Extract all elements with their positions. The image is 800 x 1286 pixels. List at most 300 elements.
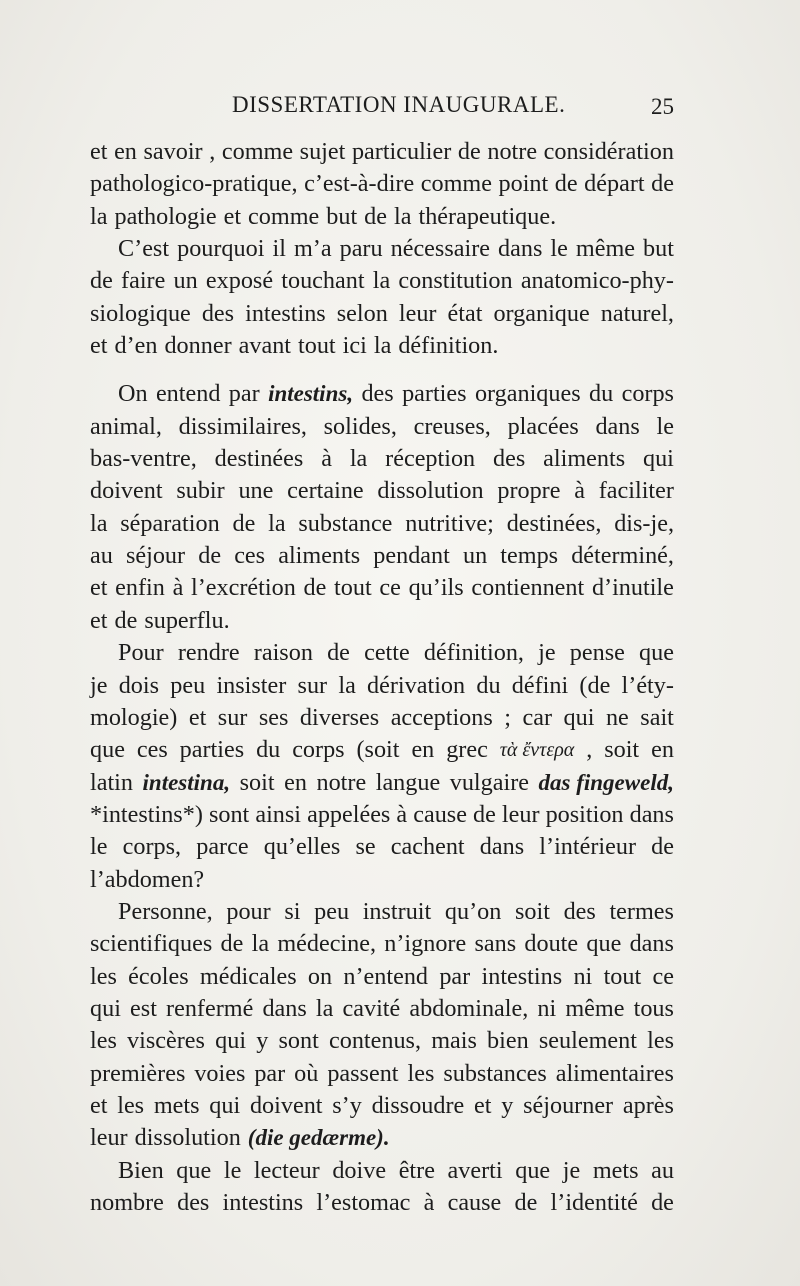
word: faire — [121, 267, 166, 295]
word: contenus, — [328, 1027, 422, 1055]
word: aliments — [543, 445, 626, 473]
word: sait — [640, 703, 674, 731]
word: , — [586, 736, 593, 764]
word: diverses — [299, 703, 380, 731]
word: par — [228, 380, 260, 408]
word: la — [373, 332, 392, 360]
word: au — [651, 1156, 674, 1184]
word: raison — [253, 639, 313, 667]
word: substance — [298, 509, 393, 537]
paragraph — [90, 378, 674, 637]
word: est — [130, 994, 157, 1022]
word: état — [447, 299, 483, 327]
word: tout — [334, 574, 372, 602]
text-line — [90, 572, 674, 604]
word: ni — [537, 994, 557, 1022]
word: leur — [501, 800, 540, 828]
text-line — [90, 475, 674, 507]
word: subir — [176, 477, 225, 505]
text-line — [90, 168, 674, 200]
word: de — [514, 1189, 538, 1216]
word: ; — [504, 703, 511, 731]
word: ne — [605, 703, 629, 731]
word: comme — [420, 170, 492, 198]
word: à — [574, 477, 585, 505]
word: et — [90, 1091, 108, 1119]
word: d’en — [114, 332, 158, 360]
word: dissolution — [377, 477, 484, 505]
word: ces — [234, 542, 266, 570]
word: je — [538, 639, 556, 667]
word: intestins — [245, 299, 326, 327]
text-line — [90, 864, 674, 896]
word: abdominale, — [409, 994, 529, 1022]
word: leur — [90, 1124, 128, 1152]
word: de — [651, 1189, 674, 1216]
word: parties — [179, 736, 245, 764]
word: voies — [194, 1059, 246, 1087]
word: placées — [507, 412, 579, 440]
word: il — [272, 235, 286, 263]
word: ainsi — [255, 800, 302, 828]
word: dans — [629, 800, 674, 828]
word: dissolution — [134, 1124, 241, 1152]
text-line — [90, 265, 674, 297]
word: je — [562, 1156, 581, 1184]
word: de — [198, 542, 222, 570]
word: dans — [629, 930, 674, 958]
text-line — [90, 670, 674, 702]
word: (de — [579, 671, 611, 699]
text-line — [90, 1155, 674, 1187]
word: la — [372, 267, 391, 295]
word: réception — [385, 445, 476, 473]
word: du — [476, 671, 501, 699]
running-title: DISSERTATION INAUGURALE. — [232, 92, 566, 117]
text-line — [90, 540, 674, 572]
word: la — [394, 202, 412, 230]
word: à — [396, 800, 408, 828]
word: du — [256, 736, 281, 764]
word: qu’on — [444, 897, 502, 925]
word: intestina, — [142, 769, 231, 795]
word: sur — [217, 703, 248, 731]
word: en — [411, 736, 435, 764]
paragraph-gap — [90, 362, 674, 378]
word: instruit — [362, 897, 432, 925]
word: séjour — [125, 542, 186, 570]
paragraph — [90, 233, 674, 362]
word: et — [90, 332, 108, 360]
word: nombre — [90, 1189, 164, 1216]
word: n’ignore — [384, 930, 467, 958]
word: certaine — [287, 477, 364, 505]
word: la — [315, 994, 334, 1022]
word: destinées, — [506, 509, 602, 537]
page-number: 25 — [651, 94, 674, 119]
word: tout — [298, 332, 336, 360]
word: donner — [164, 332, 232, 360]
word: dis-je, — [614, 509, 674, 537]
word: entend — [155, 380, 221, 408]
word: dois — [118, 671, 160, 699]
word: thérapeutique. — [418, 202, 557, 230]
word: pathologico-pratique, — [90, 170, 298, 198]
text-line — [90, 993, 674, 1025]
word: dérivation — [367, 671, 466, 699]
text-line — [90, 330, 674, 362]
word: superflu. — [144, 606, 230, 634]
word: Personne, — [118, 897, 213, 925]
word: naturel, — [600, 299, 674, 327]
word: un — [462, 542, 488, 570]
word: dans — [479, 833, 525, 861]
word: une — [238, 477, 274, 505]
text-line — [90, 1122, 674, 1154]
word: défini — [511, 671, 569, 699]
word: séparation — [120, 509, 220, 537]
word: anatomico-phy- — [520, 267, 674, 295]
word: des — [177, 1189, 210, 1216]
text-line — [90, 233, 674, 265]
word: de — [554, 170, 578, 198]
text-line — [90, 637, 674, 669]
word: séjourner — [523, 1091, 614, 1119]
word: de — [457, 138, 481, 165]
word: touchant — [281, 267, 365, 295]
text-line — [90, 508, 674, 540]
word: même — [565, 994, 625, 1022]
word: vulgaire — [449, 768, 529, 796]
word: (soit — [356, 736, 400, 764]
word: définition, — [423, 639, 524, 667]
paragraph — [90, 637, 674, 896]
word: dans — [595, 412, 640, 440]
word: c’est-à-dire — [304, 170, 415, 198]
text-line — [90, 1058, 674, 1090]
word: tout — [603, 962, 642, 990]
word: *intestins*) — [90, 800, 203, 828]
word: notre — [316, 768, 367, 796]
text-line — [90, 831, 674, 863]
word: renfermé — [166, 994, 254, 1022]
text-line — [90, 896, 674, 928]
word: des — [361, 380, 394, 408]
word: que — [515, 1156, 551, 1184]
word: alimentaires — [555, 1059, 674, 1087]
text-line — [90, 799, 674, 831]
word: bien — [487, 1027, 529, 1055]
word: sont — [278, 1027, 319, 1055]
word: aliments — [278, 542, 361, 570]
word: leur — [398, 299, 437, 327]
word: tous — [633, 994, 674, 1022]
word: contiennent — [471, 574, 585, 602]
word: corps — [292, 736, 345, 764]
word: de — [327, 639, 350, 667]
word: notre — [487, 138, 538, 165]
word: les — [117, 1091, 145, 1119]
word: médecine, — [277, 930, 377, 958]
paragraph — [90, 896, 674, 1155]
word: de — [232, 509, 256, 537]
word: mologie) — [90, 703, 178, 731]
word: et — [188, 703, 207, 731]
word: ce — [652, 962, 674, 990]
word: animal, — [90, 412, 162, 440]
word: si — [284, 897, 301, 925]
word: position — [545, 800, 624, 828]
word: au — [90, 542, 113, 570]
word: ni — [573, 962, 593, 990]
word: mais — [431, 1027, 477, 1055]
word: Pour — [118, 639, 164, 667]
word: parce — [196, 833, 249, 861]
word: qu’ils — [408, 574, 464, 602]
word: car — [522, 703, 553, 731]
word: cause — [447, 1189, 502, 1216]
word: propre — [497, 477, 561, 505]
word: intestins — [481, 962, 563, 990]
word: médicales — [199, 962, 297, 990]
word: nécessaire — [390, 235, 490, 263]
word: des — [563, 897, 596, 925]
word: das fingeweld, — [538, 769, 674, 795]
word: en — [651, 736, 674, 764]
word: langue — [375, 768, 441, 796]
word: que — [90, 736, 125, 764]
word: corps — [621, 380, 674, 408]
word: soit — [514, 897, 550, 925]
word: , — [209, 138, 216, 165]
word: on — [307, 962, 333, 990]
word: cause — [413, 800, 467, 828]
text-line — [90, 928, 674, 960]
word: peu — [314, 897, 350, 925]
word: les — [407, 1059, 435, 1087]
word: constitution — [398, 267, 513, 295]
word: corps, — [122, 833, 182, 861]
word: faciliter — [598, 477, 674, 505]
word: de — [90, 267, 113, 295]
word: temps — [500, 542, 559, 570]
word: latin — [90, 768, 133, 796]
word: soit — [239, 768, 275, 796]
word: les — [90, 962, 117, 990]
word: départ — [584, 170, 645, 198]
word: pathologie — [114, 202, 217, 230]
word: destinées — [214, 445, 304, 473]
word: mets — [153, 1091, 200, 1119]
word: organiques — [474, 380, 581, 408]
word: particulier — [351, 138, 452, 165]
word: n’entend — [343, 962, 429, 990]
word: pourquoi — [177, 235, 265, 263]
word: les — [90, 1027, 117, 1055]
word: les — [647, 1027, 674, 1055]
word: pour — [226, 897, 271, 925]
paragraph — [90, 136, 674, 233]
word: pendant — [373, 542, 450, 570]
word: mets — [592, 1156, 639, 1184]
word: bas-ventre, — [90, 445, 197, 473]
word: peu — [170, 671, 206, 699]
text-line — [90, 1187, 674, 1219]
word: premières — [90, 1059, 186, 1087]
word: dans — [498, 235, 543, 263]
word: de — [473, 800, 496, 828]
word: de — [114, 606, 138, 634]
word: par — [439, 962, 471, 990]
text-line — [90, 1025, 674, 1057]
word: que — [586, 930, 622, 958]
word: pense — [569, 639, 625, 667]
word: (die gedærme). — [247, 1125, 390, 1151]
word: définition. — [398, 332, 499, 360]
word: substances — [443, 1059, 547, 1087]
word: avant — [238, 332, 292, 360]
word: l’estomac — [316, 1189, 411, 1216]
word: qu’elles — [263, 833, 341, 861]
word: cachent — [390, 833, 465, 861]
text-line — [90, 961, 674, 993]
word: qui — [209, 1091, 241, 1119]
word: après — [622, 1091, 674, 1119]
text-line — [90, 136, 674, 168]
text-line — [90, 702, 674, 734]
word: doivent — [249, 1091, 323, 1119]
word: ce — [379, 574, 401, 602]
word: à — [172, 574, 184, 602]
word: ses — [258, 703, 289, 731]
word: un — [173, 267, 198, 295]
word: en — [284, 768, 307, 796]
word: enfin — [115, 574, 165, 602]
word: de — [220, 930, 244, 958]
word: sans — [474, 930, 517, 958]
word: l’identité — [550, 1189, 638, 1216]
word: comme — [221, 138, 294, 165]
word: de — [651, 170, 674, 198]
word: paru — [339, 235, 383, 263]
word: la — [251, 930, 270, 958]
word: cette — [364, 639, 410, 667]
word: et — [90, 138, 108, 165]
text-line — [90, 298, 674, 330]
word: la — [90, 509, 108, 537]
paragraph — [90, 1155, 674, 1220]
word: siologique — [90, 299, 191, 327]
word: τὰ ἔντερα — [499, 739, 575, 762]
word: être — [398, 1156, 435, 1184]
word: exposé — [205, 267, 274, 295]
word: doivent — [90, 477, 163, 505]
word: où — [294, 1059, 319, 1087]
word: doive — [332, 1156, 387, 1184]
word: à — [423, 1189, 435, 1216]
word: intestins — [222, 1189, 304, 1216]
word: C’est — [118, 235, 170, 263]
word: qui — [642, 445, 674, 473]
word: ces — [136, 736, 168, 764]
word: passent — [327, 1059, 399, 1087]
body-text — [90, 136, 674, 1219]
word: point — [498, 170, 549, 198]
word: l’éty- — [621, 671, 674, 699]
word: la — [349, 445, 368, 473]
word: et — [90, 606, 108, 634]
word: organique — [493, 299, 590, 327]
word: soit — [604, 736, 640, 764]
word: des — [493, 445, 526, 473]
word: qui — [563, 703, 595, 731]
word: du — [589, 380, 614, 408]
word: qui — [215, 1027, 247, 1055]
word: comme — [248, 202, 320, 230]
word: averti — [447, 1156, 503, 1184]
word: dissimilaires, — [178, 412, 307, 440]
page-header — [92, 92, 680, 132]
word: je — [90, 671, 108, 699]
word: viscères — [127, 1027, 205, 1055]
word: lecteur — [253, 1156, 320, 1184]
word: l’abdomen? — [90, 865, 205, 893]
word: et — [90, 574, 108, 602]
word: le — [550, 235, 568, 263]
word: dans — [262, 994, 307, 1022]
word: même — [575, 235, 635, 263]
word: seulement — [538, 1027, 637, 1055]
word: dissoudre — [371, 1091, 465, 1119]
word: sont — [208, 800, 250, 828]
word: à — [321, 445, 332, 473]
word: appelées — [307, 800, 391, 828]
word: écoles — [128, 962, 189, 990]
word: intestins, — [268, 381, 354, 407]
word: et — [223, 202, 242, 230]
word: but — [643, 235, 674, 263]
word: de — [364, 202, 388, 230]
text-line — [90, 201, 674, 233]
word: l’excrétion — [191, 574, 296, 602]
word: s’y — [332, 1091, 362, 1119]
word: parties — [402, 380, 467, 408]
word: que — [176, 1156, 212, 1184]
text-line — [90, 378, 674, 410]
word: se — [355, 833, 376, 861]
word: de — [651, 833, 674, 861]
word: cavité — [342, 994, 401, 1022]
word: sujet — [299, 138, 346, 165]
word: sur — [297, 671, 328, 699]
text-line — [90, 767, 674, 799]
word: par — [254, 1059, 286, 1087]
word: solides, — [323, 412, 397, 440]
word: m’a — [293, 235, 332, 263]
text-line — [90, 443, 674, 475]
word: termes — [609, 897, 674, 925]
word: acceptions — [390, 703, 493, 731]
word: y — [256, 1027, 269, 1055]
word: selon — [336, 299, 388, 327]
word: la — [268, 509, 286, 537]
word: le — [656, 412, 674, 440]
word: et — [474, 1091, 492, 1119]
word: rendre — [177, 639, 240, 667]
word: des — [201, 299, 235, 327]
word: le — [223, 1156, 242, 1184]
word: Bien — [118, 1156, 164, 1184]
